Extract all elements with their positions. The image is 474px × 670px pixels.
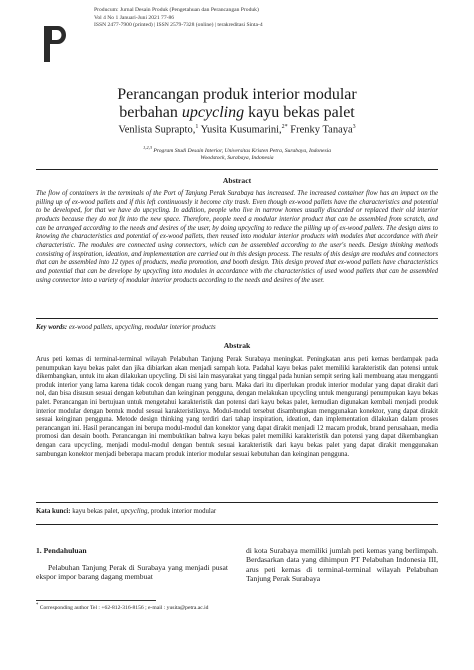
keywords-id-label: Kata kunci: [36, 508, 71, 515]
affiliation-sup: 1,2,3 [142, 145, 152, 150]
abstrak-heading: Abstrak [223, 341, 251, 350]
keywords-en-label: Key words: [36, 324, 68, 331]
author-list [0, 124, 474, 136]
divider-top [36, 169, 438, 170]
body-right-column: di kota Surabaya memiliki jumlah peti kemas yang berlimpah. Berdasarkan data yang dihimpun PT Pelabuhan Indonesia III, arus peti kemas di terminal-terminal wilayah Pelabuhan Tanjung Perak Surabaya [246, 546, 438, 583]
title-line2 [0, 104, 474, 122]
divider-body [36, 524, 438, 525]
journal-logo-icon [44, 26, 66, 62]
footnote [36, 603, 438, 611]
title-line2-suffix: kayu bekas palet [244, 104, 355, 121]
keywords-en [36, 324, 438, 331]
author-2: Yusita Kusumarini, [198, 124, 282, 136]
abstract-text: The flow of containers in the terminals of the Port of Tanjung Perak Surabaya has increased. The increased container flow has an impact on the pilling up of ex-wood pallets and if this left continuously it become city trash. Even though ex-wood pallets have the characteristics and potential to be developed, for that we have do upcycling. In addition, people who live in narrow homes usually discarded or replaced their old interior products because they do not fit into the new space. Therefore, people need a modular interior product that can be assembled from scratch, and can be arranged according to the needs and desires of the user, by doing upcycling to reduce the pilling up of ex-wood pallets. The design aims to knowing the characteristics and potential of ex-wood pallets, then reused into modular interior products with modules that accordance with their characteristic. The modules are connected using connectors, which can be assembled according to the user's needs. Design thinking methods consisting of inspiration, ideation, and implementation are carried out in this design process. The results of this design are modules and connectors that can be assembled into 12 types of products, media promotion, and booth design. This design proved that ex-wood pallets have characteristics and potential that can be develope by upcycling into modules in accordance with the characteristics of used wood pallets that can be assembled using connector into a variety of modular interior products according to the needs and desires of the user. [36, 190, 438, 284]
abstract-heading: Abstract [222, 176, 252, 185]
body-left-column: Pelabuhan Tanjung Perak di Surabaya yang menjadi pusat ekspor impor barang dagang membuat [36, 563, 228, 582]
keywords-id-text-b: , produk interior modular [147, 508, 217, 515]
title-line2-italic: upcycling [181, 104, 245, 121]
footnote-sup: * [36, 603, 39, 608]
section-1-heading: 1. Pendahuluan [36, 546, 87, 555]
author-1-sup: 1 [195, 124, 199, 130]
keywords-en-text: ex-wood pallets, upcycling, modular interior products [67, 324, 216, 331]
divider-abstrak [36, 502, 438, 503]
author-1: Venlista Suprapto, [118, 124, 196, 136]
keywords-id-text-a: kayu bekas palet, [70, 508, 121, 515]
affiliation-text-1: Program Studi Desain Interior, Universitas Kristen Petra, Surabaya, Indonesia [153, 147, 332, 154]
journal-volume: Vol 4 No 1 Januari-Juni 2021 77-86 [94, 14, 175, 21]
title-line1: Perancangan produk interior modular [117, 86, 357, 103]
affiliation-line2: Woodstock, Surabaya, Indonesia [200, 155, 274, 162]
journal-info [94, 7, 424, 30]
affiliation [0, 144, 474, 163]
journal-issn: ISSN 2477-7900 (printed) | ISSN 2579-7328 (online) | terakreditasi Sinta-4 [94, 22, 263, 29]
abstrak-text: Arus peti kemas di terminal-terminal wilayah Pelabuhan Tanjung Perak Surabaya meningkat. Peningkatan arus peti kemas berdampak pada penumpukan kayu bekas palet dan jika dibiarkan akan menjadi sampah kota. Padahal kayu bekas palet memiliki karakteristik dan potensi untuk dikembangkan, untuk itu akan dilakukan upcycling. Di sisi lain masyarakat yang tinggal pada hunian sempit sering kali membuang atau mengganti produk interior yang lama karena tidak cocok dengan ruang yang baru. Maka dari itu diperlukan produk interior modular yang dapat dirakit dari nol, dan bisa disusun sesuai dengan kebutuhan dan keinginan pengguna, dengan melakukan upcycling untuk mengurangi penumpukan kayu bekas palet. Perancangan ini bertujuan untuk mengetahui karakteristik dan potensi dari kayu bekas palet, kemudian digunakan kembali menjadi produk interior modular dengan bentuk modul sesuai karakteristiknya. Modul-modul tersebut disambungkan menggunakan konektor, yang dapat dirakit sesuai keinginan pengguna. Metode design thinking yang terdiri dari tahap inspiration, ideation, dan implementation dilakukan dalam proses perancangan ini. Hasil perancangan ini berupa modul-modul dan konektor yang dapat dirakit menjadi 12 macam produk, brand perusahaan, media promosi dan desain booth. Perancangan ini membuktikan bahwa kayu bekas palet memiliki karakteristik dan potensi yang dapat dikembangkan dengan cara upcycling, menjadi modul-modul dengan bentuk sesuai karakteristik dari kayu bekas palet yang dapat dirakit menggunakan sambungan konektor menjadi beberapa macam produk interior modular sesuai kebutuhan dan keinginan pengguna. [36, 356, 438, 458]
author-3-sup: 3 [352, 124, 356, 130]
paper-title [0, 86, 474, 122]
footnote-rule [36, 600, 156, 601]
journal-name: Producum: Jurnal Desain Produk (Pengetahuan dan Perancangan Produk) [94, 7, 259, 13]
keywords-id [36, 508, 438, 515]
divider-abstract [36, 318, 438, 319]
title-line2-prefix: berbahan [119, 104, 182, 121]
author-2-sup: 2* [281, 124, 288, 130]
keywords-id-italic: upcycling [120, 508, 148, 515]
author-3: Frenky Tanaya [287, 124, 353, 136]
footnote-text: Corresponding author Tel : +62-812-316-8156 ; e-mail : yusita@petra.ac.id [38, 604, 209, 611]
affiliation-line1 [0, 144, 474, 155]
